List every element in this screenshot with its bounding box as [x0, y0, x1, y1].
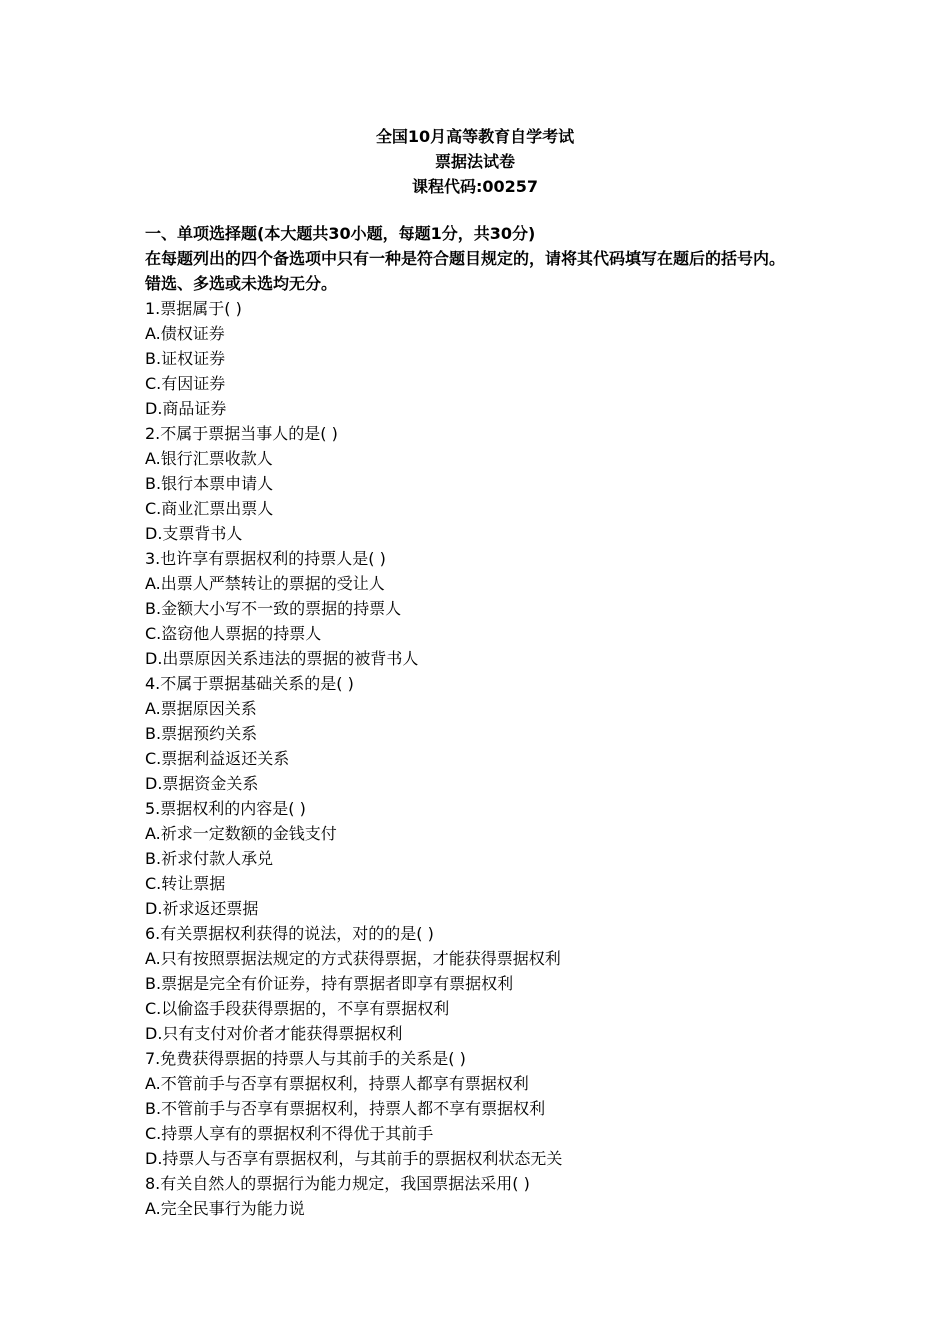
- question-block: [145, 546, 845, 671]
- question-option: B.银行本票申请人: [145, 474, 274, 493]
- question-stem: 1.票据属于( ): [145, 299, 242, 318]
- question-option: C.持票人享有的票据权利不得优于其前手: [145, 1124, 434, 1143]
- question-option: D.票据资金关系: [145, 774, 259, 793]
- question-stem: 7.免费获得票据的持票人与其前手的关系是( ): [145, 1049, 466, 1068]
- question-option: B.票据预约关系: [145, 724, 258, 743]
- course-code: 课程代码:00257: [411, 177, 539, 196]
- question-option: C.转让票据: [145, 874, 226, 893]
- exam-content: [145, 221, 845, 1221]
- section-title: 一、单项选择题(本大题共30小题，每题1分，共30分): [145, 224, 536, 243]
- question-option: B.金额大小写不一致的票据的持票人: [145, 599, 402, 618]
- question-option: A.祈求一定数额的金钱支付: [145, 824, 337, 843]
- question-block: [145, 671, 845, 796]
- question-stem: 6.有关票据权利获得的说法，对的的是( ): [145, 924, 434, 943]
- question-option: A.完全民事行为能力说: [145, 1199, 305, 1218]
- question-option: B.证权证券: [145, 349, 226, 368]
- question-option: A.出票人严禁转让的票据的受让人: [145, 574, 385, 593]
- question-option: C.票据利益返还关系: [145, 749, 290, 768]
- question-block: [145, 1046, 845, 1171]
- question-option: C.以偷盗手段获得票据的，不享有票据权利: [145, 999, 450, 1018]
- question-stem: 4.不属于票据基础关系的是( ): [145, 674, 354, 693]
- question-stem: 8.有关自然人的票据行为能力规定，我国票据法采用( ): [145, 1174, 530, 1193]
- question-block: [145, 296, 845, 421]
- question-stem: 5.票据权利的内容是( ): [145, 799, 306, 818]
- question-option: A.只有按照票据法规定的方式获得票据，才能获得票据权利: [145, 949, 561, 968]
- exam-title: 全国10月高等教育自学考试: [375, 127, 575, 146]
- question-option: C.商业汇票出票人: [145, 499, 274, 518]
- section-instruction: 错选、多选或未选均无分。: [145, 274, 338, 293]
- exam-header: [0, 124, 950, 199]
- question-block: [145, 421, 845, 546]
- question-block: [145, 796, 845, 921]
- question-option: B.不管前手与否享有票据权利，持票人都不享有票据权利: [145, 1099, 546, 1118]
- question-option: D.出票原因关系违法的票据的被背书人: [145, 649, 419, 668]
- question-stem: 3.也许享有票据权利的持票人是( ): [145, 549, 386, 568]
- question-option: C.盗窃他人票据的持票人: [145, 624, 322, 643]
- question-option: B.祈求付款人承兑: [145, 849, 274, 868]
- question-block: [145, 1171, 845, 1221]
- section-instruction: 在每题列出的四个备选项中只有一种是符合题目规定的，请将其代码填写在题后的括号内。: [145, 249, 786, 268]
- question-block: [145, 921, 845, 1046]
- question-option: A.不管前手与否享有票据权利，持票人都享有票据权利: [145, 1074, 529, 1093]
- question-option: A.票据原因关系: [145, 699, 257, 718]
- question-option: D.支票背书人: [145, 524, 243, 543]
- question-option: D.祈求返还票据: [145, 899, 259, 918]
- exam-subject: 票据法试卷: [434, 152, 515, 171]
- question-option: D.持票人与否享有票据权利，与其前手的票据权利状态无关: [145, 1149, 563, 1168]
- question-stem: 2.不属于票据当事人的是( ): [145, 424, 338, 443]
- question-option: D.商品证券: [145, 399, 227, 418]
- question-option: B.票据是完全有价证券，持有票据者即享有票据权利: [145, 974, 514, 993]
- question-option: A.银行汇票收款人: [145, 449, 273, 468]
- question-option: A.债权证券: [145, 324, 225, 343]
- question-option: C.有因证券: [145, 374, 226, 393]
- question-option: D.只有支付对价者才能获得票据权利: [145, 1024, 403, 1043]
